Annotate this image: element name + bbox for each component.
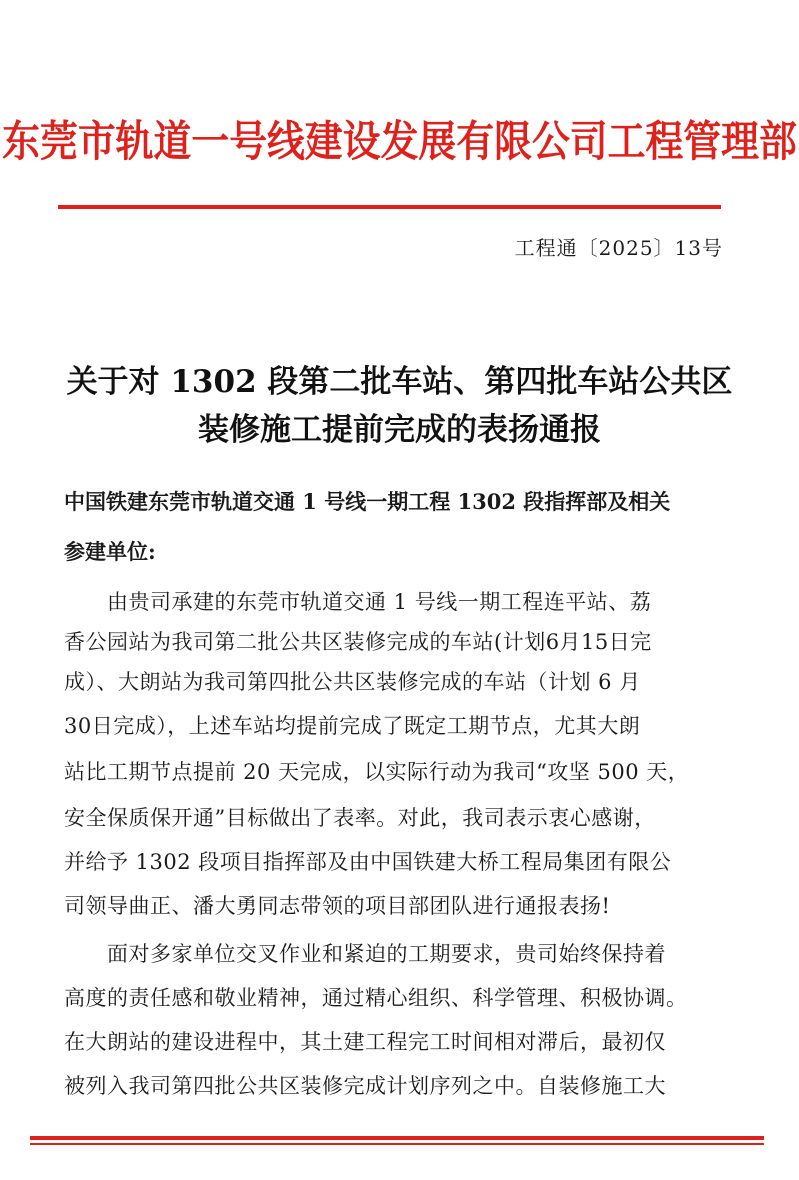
paragraph-1-line: 香公园站为我司第二批公共区装修完成的车站(计划6月15日完 — [64, 630, 652, 654]
paragraph-2-line: 面对多家单位交叉作业和紧迫的工期要求，贵司始终保持着 — [64, 942, 666, 966]
paragraph-1-line: 站比工期节点提前 20 天完成，以实际行动为我司“攻坚 500 天， — [64, 760, 690, 784]
document-title-line-2: 装修施工提前完成的表扬通报 — [198, 412, 601, 448]
paragraph-1-line: 由贵司承建的东莞市轨道交通 1 号线一期工程连平站、荔 — [64, 590, 652, 614]
org-header-title: 东莞市轨道一号线建设发展有限公司工程管理部 — [2, 115, 797, 167]
addressee-line-1: 中国铁建东莞市轨道交通 1 号线一期工程 1302 段指挥部及相关 — [64, 489, 671, 514]
paragraph-1-line: 成）、大朗站为我司第四批公共区装修完成的车站（计划 6 月 — [64, 670, 641, 694]
paragraph-2-line: 高度的责任感和敬业精神，通过精心组织、科学管理、积极协调。 — [64, 986, 688, 1010]
paragraph-2-line: 在大朗站的建设进程中，其土建工程完工时间相对滞后，最初仅 — [64, 1030, 666, 1054]
addressee-line-2: 参建单位: — [64, 539, 156, 564]
paragraph-1-line: 司领导曲正、潘大勇同志带领的项目部团队进行通报表扬! — [64, 894, 611, 918]
document-title-line-1: 关于对 1302 段第二批车站、第四批车站公共区 — [66, 364, 733, 400]
footer-red-rule-thin — [30, 1143, 764, 1145]
document-number: 工程通〔2025〕13号 — [514, 236, 723, 260]
paragraph-2-line: 被列入我司第四批公共区装修完成计划序列之中。自装修施工大 — [64, 1074, 666, 1098]
footer-red-rule-thick — [30, 1136, 764, 1140]
paragraph-1-line: 30日完成），上述车站均提前完成了既定工期节点，尤其大朗 — [64, 714, 641, 738]
header-red-rule — [58, 205, 721, 209]
paragraph-1-line: 安全保质保开通”目标做出了表率。对此，我司表示衷心感谢， — [64, 806, 656, 830]
paragraph-1-line: 并给予 1302 段项目指挥部及由中国铁建大桥工程局集团有限公 — [64, 850, 672, 874]
